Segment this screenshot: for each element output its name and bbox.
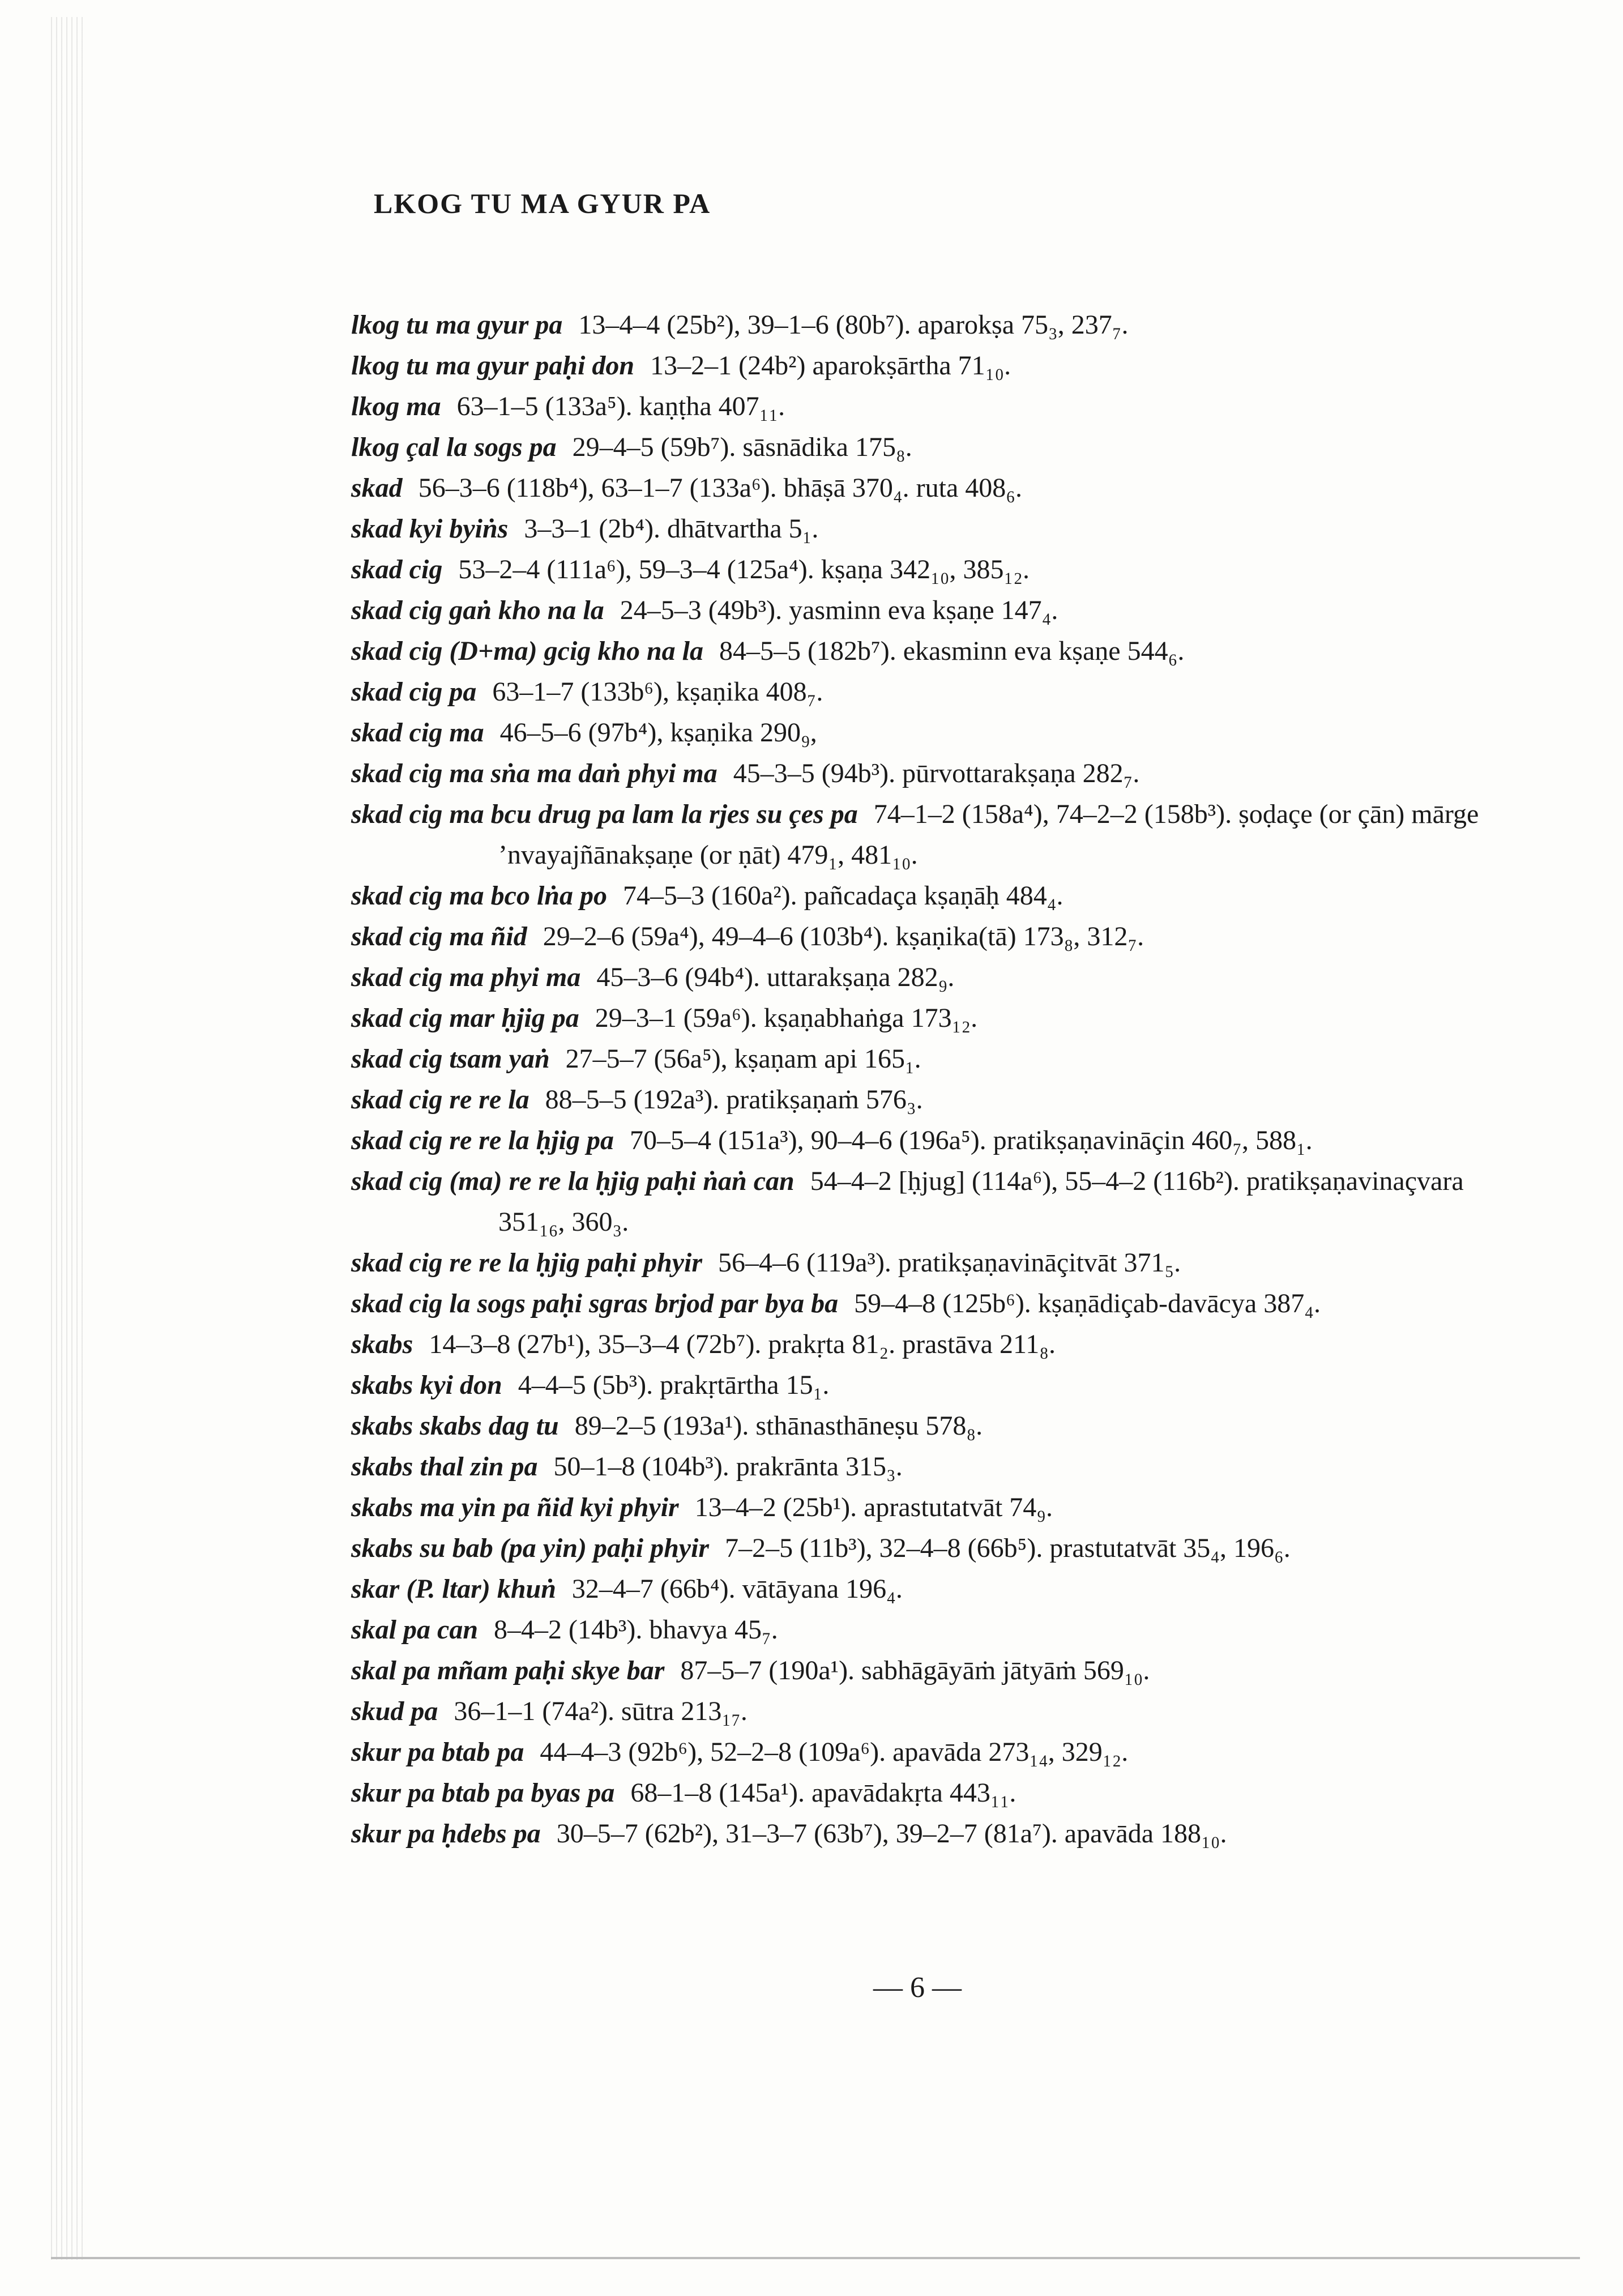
entry-term: skad cig (ma) re re la ḥjig paḥi ṅaṅ can bbox=[351, 1166, 795, 1196]
dictionary-entry bbox=[351, 1487, 1495, 1528]
entry-term: skad cig re re la ḥjig pa bbox=[351, 1125, 614, 1155]
dictionary-entry bbox=[351, 794, 1495, 876]
entry-references: 84–5–5 (182b⁷). ekasminn eva kṣaṇe 544₆. bbox=[719, 636, 1185, 666]
dictionary-entry bbox=[351, 1650, 1495, 1691]
entry-term: skad cig (D+ma) gcig kho na la bbox=[351, 636, 704, 666]
entry-references: 29–2–6 (59a⁴), 49–4–6 (103b⁴). kṣaṇika(tā) 173₈, 312₇. bbox=[543, 921, 1144, 951]
entry-term: skad cig re re la ḥjig paḥi phyir bbox=[351, 1248, 703, 1278]
dictionary-entry bbox=[351, 1691, 1495, 1732]
entry-term: skad cig re re la bbox=[351, 1085, 529, 1115]
entry-references: 4–4–5 (5b³). prakṛtārtha 15₁. bbox=[518, 1370, 830, 1400]
dictionary-entry bbox=[351, 1528, 1495, 1569]
entry-references: 63–1–5 (133a⁵). kaṇṭha 407₁₁. bbox=[456, 391, 785, 421]
running-header: LKOG TU MA GYUR PA bbox=[374, 187, 711, 219]
entry-references: 45–3–5 (94b³). pūrvottarakṣaṇa 282₇. bbox=[733, 758, 1140, 788]
dictionary-entry bbox=[351, 916, 1495, 957]
entry-term: skal pa can bbox=[351, 1615, 479, 1645]
entry-references: 24–5–3 (49b³). yasminn eva kṣaṇe 147₄. bbox=[620, 595, 1058, 625]
dictionary-entry bbox=[351, 1283, 1495, 1324]
dictionary-entry bbox=[351, 712, 1495, 753]
dictionary-entry bbox=[351, 753, 1495, 794]
dictionary-entry bbox=[351, 590, 1495, 631]
dictionary-entry bbox=[351, 1813, 1495, 1854]
entry-references: 53–2–4 (111a⁶), 59–3–4 (125a⁴). kṣaṇa 342₁₀, 385₁₂. bbox=[458, 554, 1030, 584]
dictionary-entry bbox=[351, 1773, 1495, 1813]
dictionary-entry bbox=[351, 998, 1495, 1039]
entry-references: 74–1–2 (158a⁴), 74–2–2 (158b³). ṣoḍaçe (or çān) mārge ’nvayajñānakṣaṇe (or ṇāt) 479₁, 481₁₀. bbox=[498, 799, 1479, 870]
entry-term: skabs bbox=[351, 1329, 413, 1359]
entry-term: skur pa ḥdebs pa bbox=[351, 1819, 541, 1849]
entry-references: 50–1–8 (104b³). prakrānta 315₃. bbox=[553, 1452, 903, 1482]
dictionary-entry bbox=[351, 1161, 1495, 1243]
entry-references: 89–2–5 (193a¹). sthānasthāneṣu 578₈. bbox=[574, 1411, 983, 1441]
dictionary-entry bbox=[351, 1039, 1495, 1079]
entry-term: skad cig ma sṅa ma daṅ phyi ma bbox=[351, 758, 717, 788]
dictionary-entry bbox=[351, 468, 1495, 509]
dictionary-entry bbox=[351, 672, 1495, 712]
entry-term: skad cig gaṅ kho na la bbox=[351, 595, 604, 625]
dictionary-entry bbox=[351, 876, 1495, 916]
entry-references: 30–5–7 (62b²), 31–3–7 (63b⁷), 39–2–7 (81a⁷). apavāda 188₁₀. bbox=[556, 1819, 1227, 1849]
entry-list bbox=[351, 305, 1495, 1854]
entry-references: 27–5–7 (56a⁵), kṣaṇam api 165₁. bbox=[565, 1044, 921, 1074]
entry-term: lkog tu ma gyur pa bbox=[351, 310, 563, 340]
entry-references: 29–4–5 (59b⁷). sāsnādika 175₈. bbox=[572, 432, 912, 462]
dictionary-entry bbox=[351, 1732, 1495, 1773]
page-number: — 6 — bbox=[873, 1971, 962, 2004]
entry-term: skad cig ma phyi ma bbox=[351, 962, 581, 992]
entry-references: 74–5–3 (160a²). pañcadaça kṣaṇāḥ 484₄. bbox=[623, 881, 1064, 911]
entry-term: skad kyi byiṅs bbox=[351, 514, 509, 544]
entry-term: skad cig ma bbox=[351, 718, 484, 748]
entry-references: 56–3–6 (118b⁴), 63–1–7 (133a⁶). bhāṣā 370₄. ruta 408₆. bbox=[418, 473, 1022, 503]
dictionary-entry bbox=[351, 1610, 1495, 1650]
entry-references: 70–5–4 (151a³), 90–4–6 (196a⁵). pratikṣaṇavināçin 460₇, 588₁. bbox=[630, 1125, 1313, 1155]
entry-term: skal pa mñam paḥi skye bar bbox=[351, 1655, 665, 1685]
dictionary-entry bbox=[351, 1243, 1495, 1283]
dictionary-entry bbox=[351, 1569, 1495, 1610]
entry-term: skar (P. ltar) khuṅ bbox=[351, 1574, 556, 1604]
dictionary-entry bbox=[351, 1406, 1495, 1446]
dictionary-entry bbox=[351, 1365, 1495, 1406]
entry-references: 44–4–3 (92b⁶), 52–2–8 (109a⁶). apavāda 273₁₄, 329₁₂. bbox=[540, 1737, 1129, 1767]
dictionary-entry bbox=[351, 345, 1495, 386]
entry-term: skad bbox=[351, 473, 403, 503]
entry-term: skad cig ma bco lṅa po bbox=[351, 881, 607, 911]
entry-references: 7–2–5 (11b³), 32–4–8 (66b⁵). prastutatvāt 35₄, 196₆. bbox=[725, 1533, 1291, 1563]
dictionary-entry bbox=[351, 1446, 1495, 1487]
entry-term: skad cig la sogs paḥi sgras brjod par bya ba bbox=[351, 1288, 839, 1318]
dictionary-entry bbox=[351, 631, 1495, 672]
entry-term: skad cig pa bbox=[351, 677, 477, 707]
entry-term: lkog tu ma gyur paḥi don bbox=[351, 351, 635, 381]
dictionary-entry bbox=[351, 1324, 1495, 1365]
binding-edge bbox=[51, 17, 85, 2260]
dictionary-entry bbox=[351, 427, 1495, 468]
dictionary-page bbox=[351, 170, 1495, 1854]
entry-references: 59–4–8 (125b⁶). kṣaṇādiçab-davācya 387₄. bbox=[854, 1288, 1321, 1318]
entry-term: skabs ma yin pa ñid kyi phyir bbox=[351, 1492, 679, 1522]
entry-references: 56–4–6 (119a³). pratikṣaṇavināçitvāt 371₅. bbox=[718, 1248, 1181, 1278]
entry-references: 63–1–7 (133b⁶), kṣaṇika 408₇. bbox=[492, 677, 823, 707]
entry-term: skur pa btab pa byas pa bbox=[351, 1778, 615, 1808]
entry-references: 46–5–6 (97b⁴), kṣaṇika 290₉, bbox=[499, 718, 817, 748]
entry-references: 88–5–5 (192a³). pratikṣaṇaṁ 576₃. bbox=[545, 1085, 923, 1115]
dictionary-entry bbox=[351, 549, 1495, 590]
entry-references: 13–4–4 (25b²), 39–1–6 (80b⁷). aparokṣa 75₃, 237₇. bbox=[578, 310, 1129, 340]
entry-references: 32–4–7 (66b⁴). vātāyana 196₄. bbox=[571, 1574, 903, 1604]
entry-term: lkog ma bbox=[351, 391, 441, 421]
entry-references: 87–5–7 (190a¹). sabhāgāyāṁ jātyāṁ 569₁₀. bbox=[680, 1655, 1150, 1685]
dictionary-entry bbox=[351, 305, 1495, 345]
binding-bottom-edge bbox=[51, 2257, 1580, 2259]
dictionary-entry bbox=[351, 1120, 1495, 1161]
entry-term: skabs skabs dag tu bbox=[351, 1411, 559, 1441]
entry-term: skad cig ma ñid bbox=[351, 921, 527, 951]
entry-term: skad cig ma bcu drug pa lam la rjes su çes pa bbox=[351, 799, 858, 829]
entry-references: 68–1–8 (145a¹). apavādakṛta 443₁₁. bbox=[630, 1778, 1016, 1808]
entry-term: skad cig bbox=[351, 554, 443, 584]
entry-term: skabs kyi don bbox=[351, 1370, 502, 1400]
entry-term: skad cig mar ḥjig pa bbox=[351, 1003, 579, 1033]
dictionary-entry bbox=[351, 386, 1495, 427]
entry-references: 36–1–1 (74a²). sūtra 213₁₇. bbox=[454, 1696, 748, 1726]
entry-term: skad cig tsam yaṅ bbox=[351, 1044, 550, 1074]
dictionary-entry bbox=[351, 1079, 1495, 1120]
entry-references: 54–4–2 [ḥjug] (114a⁶), 55–4–2 (116b²). pratikṣaṇavinaçvara 351₁₆, 360₃. bbox=[498, 1166, 1464, 1237]
entry-references: 45–3–6 (94b⁴). uttarakṣaṇa 282₉. bbox=[596, 962, 955, 992]
dictionary-entry bbox=[351, 957, 1495, 998]
entry-references: 13–2–1 (24b²) aparokṣārtha 71₁₀. bbox=[650, 351, 1011, 381]
entry-term: skabs thal zin pa bbox=[351, 1452, 538, 1482]
entry-references: 29–3–1 (59a⁶). kṣaṇabhaṅga 173₁₂. bbox=[595, 1003, 978, 1033]
entry-term: lkog çal la sogs pa bbox=[351, 432, 557, 462]
entry-term: skur pa btab pa bbox=[351, 1737, 524, 1767]
entry-references: 14–3–8 (27b¹), 35–3–4 (72b⁷). prakṛta 81₂. prastāva 211₈. bbox=[429, 1329, 1056, 1359]
entry-references: 8–4–2 (14b³). bhavya 45₇. bbox=[494, 1615, 778, 1645]
entry-term: skabs su bab (pa yin) paḥi phyir bbox=[351, 1533, 710, 1563]
entry-references: 3–3–1 (2b⁴). dhātvartha 5₁. bbox=[524, 514, 819, 544]
entry-term: skud pa bbox=[351, 1696, 438, 1726]
entry-references: 13–4–2 (25b¹). aprastutatvāt 74₉. bbox=[694, 1492, 1053, 1522]
dictionary-entry bbox=[351, 509, 1495, 549]
